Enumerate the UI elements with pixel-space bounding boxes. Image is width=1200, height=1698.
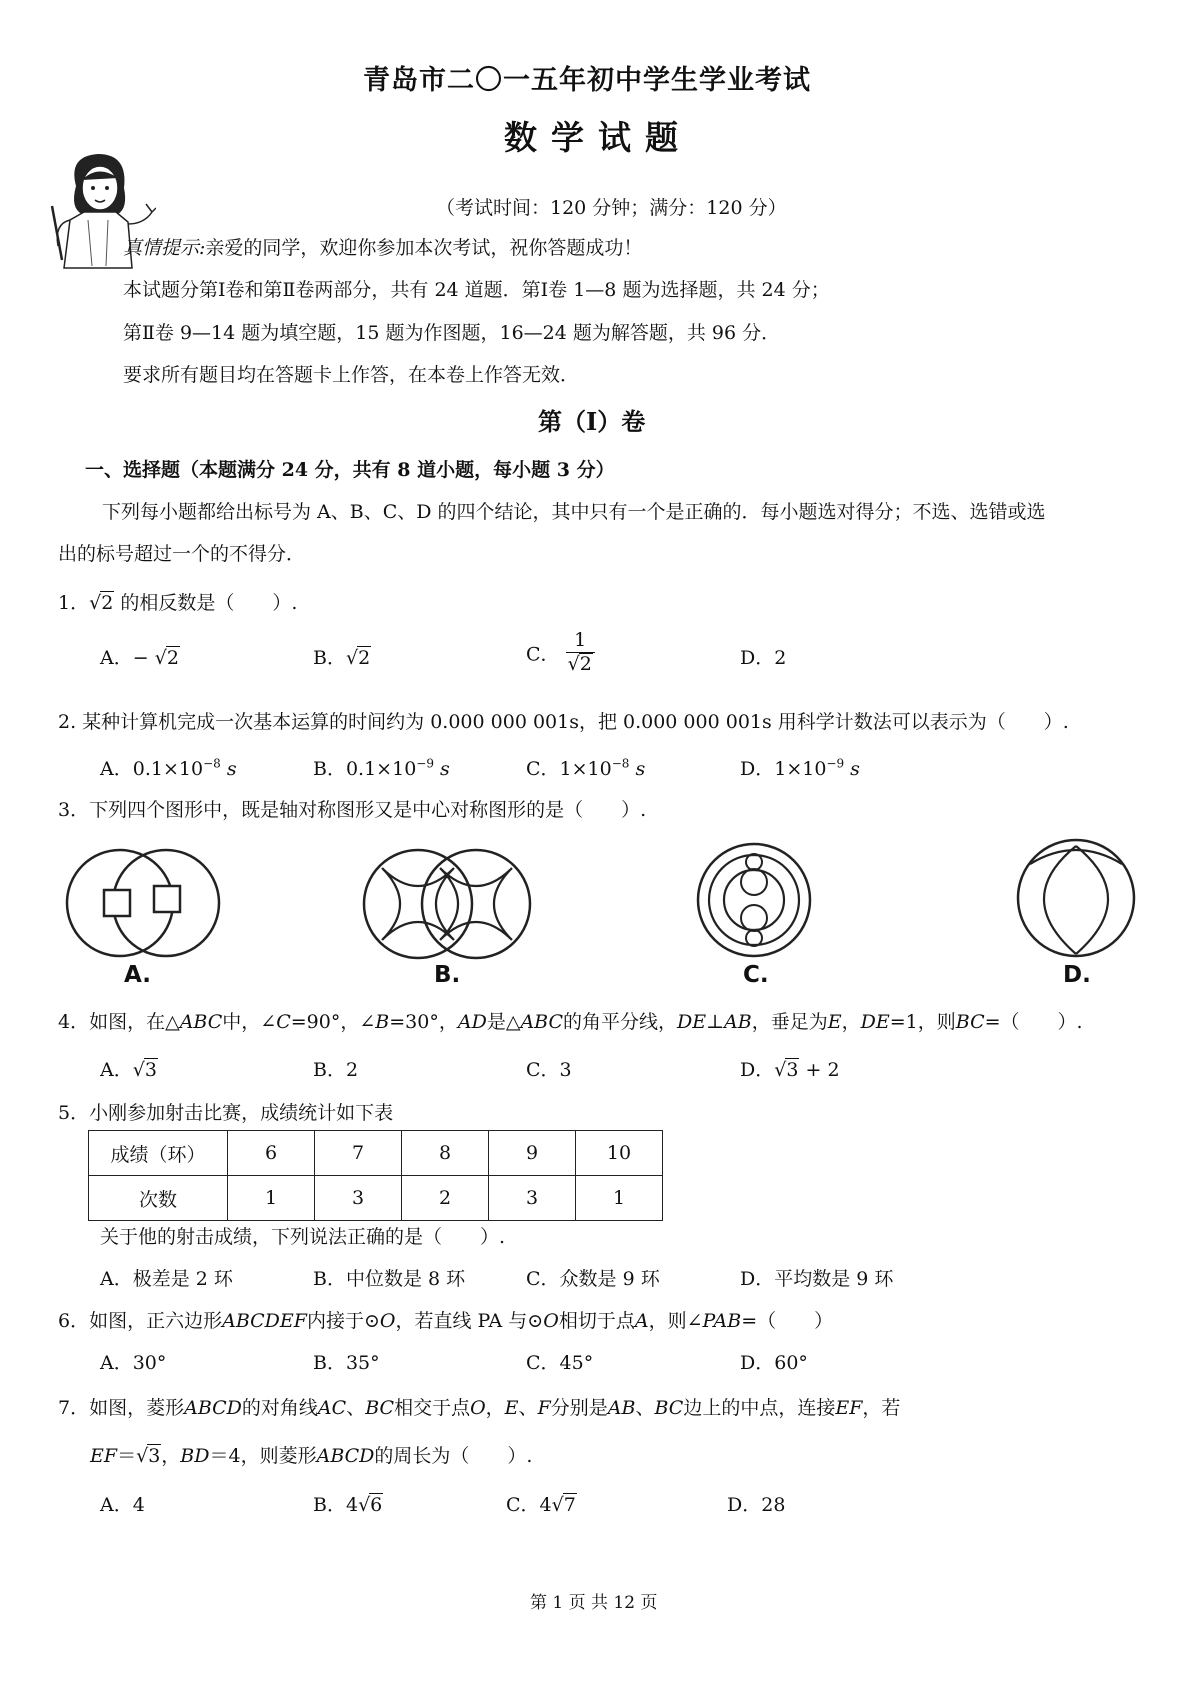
q6-option-c: C．45°	[526, 1352, 594, 1374]
q4-stem: 4．如图，在△ABC中，∠C=90°，∠B=30°，AD是△ABC的角平分线，DE⊥AB，垂足为E，DE=1，则BC=（ ）.	[58, 1011, 1083, 1033]
q5-option-d: D．平均数是 9 环	[740, 1268, 894, 1290]
section-instruction-2: 出的标号超过一个的不得分．	[58, 543, 306, 565]
section-heading: 一、选择题（本题满分 24 分，共有 8 道小题，每小题 3 分）	[85, 459, 615, 481]
table-row: 成绩（环） 6 7 8 9 10	[89, 1131, 663, 1176]
q4-option-d: D．√3 + 2	[740, 1059, 840, 1081]
q5-question: 关于他的射击成绩，下列说法正确的是（ ）.	[100, 1226, 506, 1248]
page-footer: 第 1 页 共 12 页	[530, 1593, 658, 1613]
q2-option-d: D．$1\times 10^{-9}$ s	[740, 756, 860, 780]
q3-label-d: D.	[1063, 962, 1091, 988]
q1-option-b: B．√2	[313, 647, 371, 669]
q7-stem-line-1: 7．如图，菱形ABCD的对角线AC、BC相交于点O，E、F分别是AB、BC边上的中点，连接EF，若	[58, 1397, 901, 1419]
q5-stem: 5．小刚参加射击比赛，成绩统计如下表	[58, 1102, 394, 1124]
q4-option-c: C．3	[526, 1059, 572, 1081]
q5-option-c: C．众数是 9 环	[526, 1268, 660, 1290]
tip-line	[123, 233, 642, 260]
q6-option-b: B．35°	[313, 1352, 380, 1374]
q7-stem-line-2: EF＝√3，BD＝4，则菱形ABCD的周长为（ ）.	[90, 1445, 533, 1467]
q1-option-d: D．2	[740, 647, 787, 669]
q7-option-a: A．4	[100, 1494, 145, 1516]
intro-line-1: 本试题分第Ⅰ卷和第Ⅱ卷两部分，共有 24 道题．第Ⅰ卷 1—8 题为选择题，共 24 分；	[123, 279, 830, 301]
q6-option-a: A．30°	[100, 1352, 167, 1374]
q3-figure-a	[58, 848, 228, 958]
volume-title: 第（Ⅰ）卷	[538, 407, 646, 436]
q2-stem: 2. 某种计算机完成一次基本运算的时间约为 0.000 000 001s，把 0.000 000 001s 用科学计数法可以表示为（ ）.	[58, 711, 1069, 733]
q4-option-a: A．√3	[100, 1059, 157, 1081]
q7-option-b: B．4√6	[313, 1494, 383, 1516]
q6-option-d: D．60°	[740, 1352, 808, 1374]
exam-info: （考试时间：120 分钟；满分：120 分）	[436, 197, 787, 219]
q2-option-c: C．$1\times 10^{-8}$ s	[526, 756, 646, 780]
fraction: $\frac{1}{√2}$	[566, 630, 595, 676]
section-instruction-1: 下列每小题都给出标号为 A、B、C、D 的四个结论，其中只有一个是正确的．每小题选对得分；不选、选错或选	[102, 501, 1046, 523]
q3-stem: 3．下列四个图形中，既是轴对称图形又是中心对称图形的是（ ）.	[58, 799, 647, 821]
tip-label: 真情提示:	[123, 237, 206, 259]
q4-option-b: B．2	[313, 1059, 359, 1081]
intro-line-3: 要求所有题目均在答题卡上作答，在本卷上作答无效．	[123, 364, 580, 386]
sqrt-symbol: √2	[89, 592, 114, 614]
q3-figure-b	[362, 848, 532, 960]
exam-subtitle: 数学试题	[504, 118, 692, 157]
q3-figure-c	[696, 840, 812, 960]
score-table	[88, 1130, 663, 1221]
tip-text: 亲爱的同学，欢迎你参加本次考试，祝你答题成功！	[205, 237, 643, 259]
intro-line-2: 第Ⅱ卷 9—14 题为填空题，15 题为作图题，16—24 题为解答题，共 96 分．	[123, 322, 781, 344]
q3-label-c: C.	[743, 962, 769, 988]
q3-label-b: B.	[434, 962, 461, 988]
q1-option-a: A．− √2	[100, 647, 179, 669]
q3-label-a: A.	[124, 962, 151, 988]
q5-option-a: A．极差是 2 环	[100, 1268, 233, 1290]
q6-stem: 6．如图，正六边形ABCDEF内接于⊙O，若直线 PA 与⊙O相切于点A，则∠PAB=（ ）	[58, 1310, 834, 1332]
q2-option-a: A．$0.1\times 10^{-8}$ s	[100, 756, 237, 780]
q2-option-b: B．$0.1\times 10^{-9}$ s	[313, 756, 450, 780]
q7-option-c: C．4√7	[506, 1494, 576, 1516]
q7-option-d: D．28	[727, 1494, 786, 1516]
table-row: 次数 1 3 2 3 1	[89, 1176, 663, 1221]
q5-option-b: B．中位数是 8 环	[313, 1268, 466, 1290]
exam-title: 青岛市二〇一五年初中学生学业考试	[363, 65, 811, 96]
q3-figure-d	[1012, 836, 1140, 960]
q1-stem: 1．√2 的相反数是（ ）.	[58, 592, 298, 614]
q1-option-c: C． $\frac{1}{√2}$	[526, 630, 595, 676]
